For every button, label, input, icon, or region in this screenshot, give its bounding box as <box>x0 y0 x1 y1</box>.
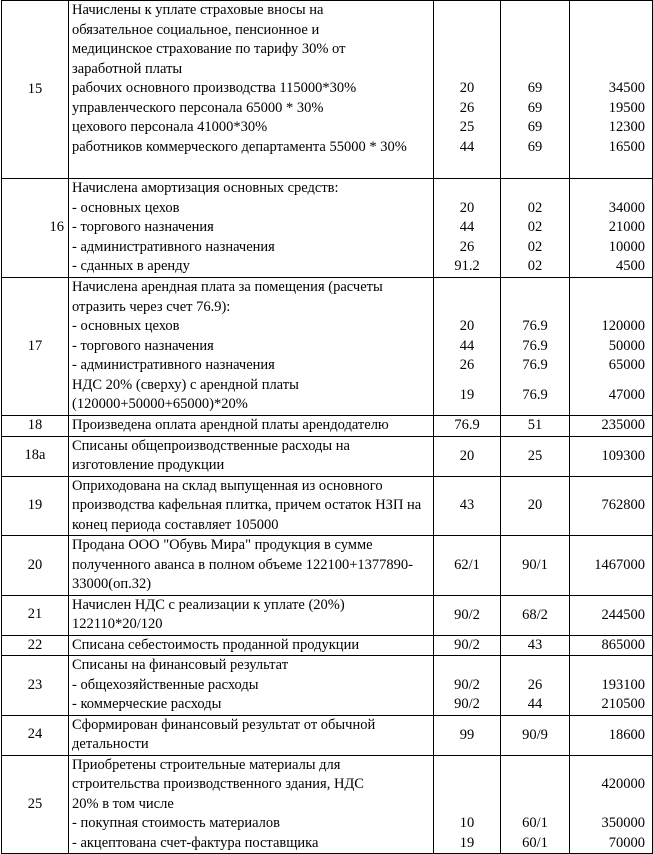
amount-column-cell <box>570 278 653 416</box>
credit-account <box>501 21 569 41</box>
debit-column-cell <box>434 656 501 716</box>
debit-account <box>434 756 500 776</box>
amount-value: 65000 <box>608 357 645 373</box>
entry-description-line: отразить через счет 76.9): <box>72 298 231 315</box>
debit-column-cell <box>434 595 501 635</box>
debit-column-cell <box>434 536 501 596</box>
credit-account <box>501 656 569 676</box>
amount-value <box>570 60 645 80</box>
debit-account: 25 <box>459 119 475 135</box>
amount-value: 210500 <box>601 696 645 712</box>
amount-value <box>570 298 645 318</box>
entry-number: 16 <box>2 179 69 278</box>
debit-account: 90/2 <box>454 606 480 623</box>
debit-account <box>434 179 500 199</box>
amount-column-cell <box>570 536 653 596</box>
entry-description-line: Приобретены строительные материалы для <box>72 756 341 773</box>
debit-account <box>434 21 500 41</box>
debit-account: 90/2 <box>454 696 480 712</box>
debit-account <box>434 40 500 60</box>
credit-column-cell <box>501 278 570 416</box>
debit-account: 20 <box>459 447 475 464</box>
debit-account: 90/2 <box>454 636 480 653</box>
credit-column-cell <box>501 436 570 476</box>
debit-account: 20 <box>459 80 475 96</box>
credit-account: 44 <box>527 696 543 712</box>
entry-number: 25 <box>2 755 69 854</box>
transactions-table <box>1 0 653 854</box>
debit-account: 76.9 <box>454 417 480 433</box>
debit-column-cell <box>434 476 501 536</box>
amount-value: 420000 <box>601 776 645 792</box>
entry-description-line: Начислен НДС с реализации к уплате (20%) 122110*20/120 <box>72 596 345 632</box>
debit-account: 20 <box>459 318 475 334</box>
debit-account: 62/1 <box>454 556 480 573</box>
credit-account: 76.9 <box>522 357 548 373</box>
amount-value: 235000 <box>601 417 645 433</box>
credit-account: 51 <box>527 417 543 433</box>
amount-value: 865000 <box>601 636 645 653</box>
entry-description-line: Списаны общепроизводственные расходы на изготовление продукции <box>72 437 350 473</box>
debit-account: 44 <box>459 219 475 235</box>
entry-description <box>69 536 434 596</box>
table-row <box>2 278 653 416</box>
table-row <box>2 436 653 476</box>
entry-description-line: заработной платы <box>72 60 183 77</box>
credit-account <box>501 40 569 60</box>
debit-account: 20 <box>459 199 475 216</box>
entry-description <box>69 635 434 656</box>
table-row <box>2 755 653 854</box>
table-row <box>2 1 653 179</box>
credit-account <box>501 795 569 815</box>
entry-description-line: работников коммерческого департамента 55000 * 30% <box>72 138 407 155</box>
debit-account: 44 <box>459 337 475 354</box>
amount-value: 109300 <box>601 447 645 464</box>
credit-column-cell <box>501 476 570 536</box>
entry-description-line: Начислена арендная плата за помещения (расчеты <box>72 279 383 295</box>
debit-column-cell <box>434 755 501 854</box>
entry-description-line: НДС 20% (сверху) с арендной платы (120000+50000+65000)*20% <box>72 376 299 412</box>
credit-account: 69 <box>527 119 543 135</box>
entry-description-line: - основных цехов <box>72 318 180 334</box>
credit-account: 60/1 <box>522 834 548 851</box>
entry-description-line: 20% в том числе <box>72 795 174 812</box>
amount-value <box>570 756 645 776</box>
entry-description-line: Продана ООО "Обувь Мира" продукция в сумме полученного аванса в полном объеме 122100+1377890-33000(оп.32) <box>72 537 413 592</box>
amount-value: 18600 <box>608 726 645 743</box>
credit-account: 76.9 <box>522 337 548 354</box>
amount-column-cell <box>570 1 653 179</box>
amount-value: 21000 <box>608 219 645 235</box>
entry-description-line: - покупная стоимость материалов <box>72 815 281 831</box>
credit-account: 26 <box>527 676 543 693</box>
credit-account: 43 <box>527 636 543 653</box>
credit-column-cell <box>501 536 570 596</box>
entry-description-line: - торгового назначения <box>72 219 214 235</box>
amount-value: 1467000 <box>594 556 645 573</box>
amount-column-cell <box>570 436 653 476</box>
credit-account <box>501 775 569 795</box>
credit-account: 60/1 <box>522 815 548 831</box>
amount-value: 4500 <box>616 258 645 274</box>
table-row <box>2 656 653 716</box>
debit-account: 26 <box>459 238 475 255</box>
entry-description-line: Списаны на финансовый результат <box>72 657 289 673</box>
debit-account: 91.2 <box>454 258 480 274</box>
entry-description-line: управленческого персонала 65000 * 30% <box>72 99 324 116</box>
entry-description-line: Сформирован финансовый результат от обычной детальности <box>72 716 376 752</box>
entry-description-line: - административного назначения <box>72 357 275 373</box>
amount-column-cell <box>570 755 653 854</box>
credit-column-cell <box>501 635 570 656</box>
amount-value: 350000 <box>601 815 645 831</box>
credit-account <box>501 298 569 318</box>
credit-column-cell <box>501 755 570 854</box>
credit-account <box>501 60 569 80</box>
entry-description-line: медицинское страхование по тарифу 30% от <box>72 41 346 57</box>
table-row <box>2 416 653 437</box>
amount-value <box>570 1 645 21</box>
amount-value: 10000 <box>608 238 645 255</box>
debit-column-cell <box>434 635 501 656</box>
amount-value: 34000 <box>608 199 645 216</box>
amount-column-cell <box>570 595 653 635</box>
debit-column-cell <box>434 416 501 437</box>
credit-account <box>501 179 569 199</box>
amount-value <box>570 278 645 298</box>
debit-account: 19 <box>459 834 475 851</box>
credit-column-cell <box>501 595 570 635</box>
debit-account: 26 <box>459 99 475 116</box>
credit-account: 90/1 <box>522 556 548 573</box>
credit-column-cell <box>501 715 570 755</box>
entry-number: 17 <box>2 278 69 416</box>
amount-column-cell <box>570 179 653 278</box>
entry-description-line: Начислены к уплате страховые вносы на <box>72 2 324 18</box>
debit-account: 19 <box>459 386 475 403</box>
credit-account: 25 <box>527 447 543 464</box>
entry-number: 18 <box>2 416 69 437</box>
amount-column-cell <box>570 416 653 437</box>
credit-account: 76.9 <box>522 318 548 334</box>
entry-description-line: - общехозяйственные расходы <box>72 676 259 693</box>
credit-account: 90/9 <box>522 726 548 743</box>
amount-column-cell <box>570 476 653 536</box>
amount-value: 50000 <box>608 337 645 354</box>
entry-number: 23 <box>2 656 69 716</box>
entry-description-line: рабочих основного производства 115000*30% <box>72 80 357 96</box>
amount-value: 70000 <box>608 834 645 851</box>
table-row <box>2 715 653 755</box>
entry-description <box>69 179 434 278</box>
credit-column-cell <box>501 416 570 437</box>
entry-description-line: Списана себестоимость проданной продукции <box>72 636 360 653</box>
debit-column-cell <box>434 179 501 278</box>
credit-account: 69 <box>527 99 543 116</box>
credit-account <box>501 756 569 776</box>
amount-value: 16500 <box>608 138 645 155</box>
debit-column-cell <box>434 436 501 476</box>
credit-account <box>501 278 569 298</box>
entry-description <box>69 715 434 755</box>
amount-value <box>570 40 645 60</box>
entry-description <box>69 755 434 854</box>
amount-value <box>570 21 645 41</box>
entry-number: 24 <box>2 715 69 755</box>
debit-account <box>434 775 500 795</box>
transactions-table-body <box>2 1 653 854</box>
entry-description-line: цехового персонала 41000*30% <box>72 119 268 135</box>
debit-account: 26 <box>459 357 475 373</box>
entry-description-line: обязательное социальное, пенсионное и <box>72 21 320 38</box>
amount-value: 12300 <box>608 119 645 135</box>
credit-account: 69 <box>527 80 543 96</box>
entry-description-line: - сданных в аренду <box>72 258 190 274</box>
entry-description <box>69 476 434 536</box>
table-row <box>2 635 653 656</box>
entry-number: 20 <box>2 536 69 596</box>
entry-number: 22 <box>2 635 69 656</box>
amount-column-cell <box>570 635 653 656</box>
debit-account <box>434 1 500 21</box>
amount-column-cell <box>570 715 653 755</box>
table-row <box>2 476 653 536</box>
debit-account: 44 <box>459 138 475 155</box>
amount-value: 762800 <box>601 497 645 514</box>
entry-description-line: - акцептована счет-фактура поставщика <box>72 834 319 851</box>
credit-account: 68/2 <box>522 606 548 623</box>
entry-description <box>69 656 434 716</box>
amount-value: 47000 <box>608 386 645 403</box>
credit-account: 02 <box>527 238 543 255</box>
debit-column-cell <box>434 715 501 755</box>
entry-number: 21 <box>2 595 69 635</box>
debit-account: 90/2 <box>454 676 480 693</box>
amount-value <box>570 656 645 676</box>
entry-number: 18а <box>2 436 69 476</box>
entry-description-line: Начислена амортизация основных средств: <box>72 180 339 196</box>
entry-number: 19 <box>2 476 69 536</box>
entry-number: 15 <box>2 1 69 179</box>
amount-value: 19500 <box>608 99 645 116</box>
entry-description <box>69 1 434 179</box>
amount-value <box>570 795 645 815</box>
entry-description <box>69 436 434 476</box>
debit-account <box>434 795 500 815</box>
credit-column-cell <box>501 1 570 179</box>
debit-account <box>434 278 500 298</box>
credit-account: 20 <box>527 497 543 514</box>
entry-description <box>69 416 434 437</box>
amount-value: 193100 <box>601 676 645 693</box>
debit-column-cell <box>434 1 501 179</box>
entry-description-line: Оприходована на склад выпущенная из основного производства кафельная плитка, причем остаток НЗП на конец периода составляет 105000 <box>72 477 422 533</box>
entry-description-line: строительства производственного здания, НДС <box>72 776 364 792</box>
debit-account <box>434 298 500 318</box>
debit-account <box>434 60 500 80</box>
table-row <box>2 595 653 635</box>
amount-value: 34500 <box>608 80 645 96</box>
entry-description-line: - торгового назначения <box>72 337 214 354</box>
entry-description-line: - основных цехов <box>72 199 180 216</box>
credit-column-cell <box>501 656 570 716</box>
entry-description <box>69 595 434 635</box>
amount-value: 120000 <box>601 318 645 334</box>
entry-description-line: - коммерческие расходы <box>72 696 222 712</box>
credit-account: 02 <box>527 199 543 216</box>
debit-account: 99 <box>459 726 475 743</box>
debit-account: 10 <box>459 815 475 831</box>
debit-account: 43 <box>459 497 475 514</box>
credit-account: 02 <box>527 258 543 274</box>
debit-column-cell <box>434 278 501 416</box>
amount-value: 244500 <box>601 606 645 623</box>
amount-value <box>570 179 645 199</box>
credit-column-cell <box>501 179 570 278</box>
debit-account <box>434 656 500 676</box>
amount-column-cell <box>570 656 653 716</box>
entry-description-line: Произведена оплата арендной платы арендодателю <box>72 417 389 433</box>
credit-account <box>501 1 569 21</box>
credit-account: 02 <box>527 219 543 235</box>
entry-description <box>69 278 434 416</box>
credit-account: 76.9 <box>522 386 548 403</box>
table-row <box>2 536 653 596</box>
table-row <box>2 179 653 278</box>
entry-description-line: - административного назначения <box>72 238 275 255</box>
credit-account: 69 <box>527 138 543 155</box>
